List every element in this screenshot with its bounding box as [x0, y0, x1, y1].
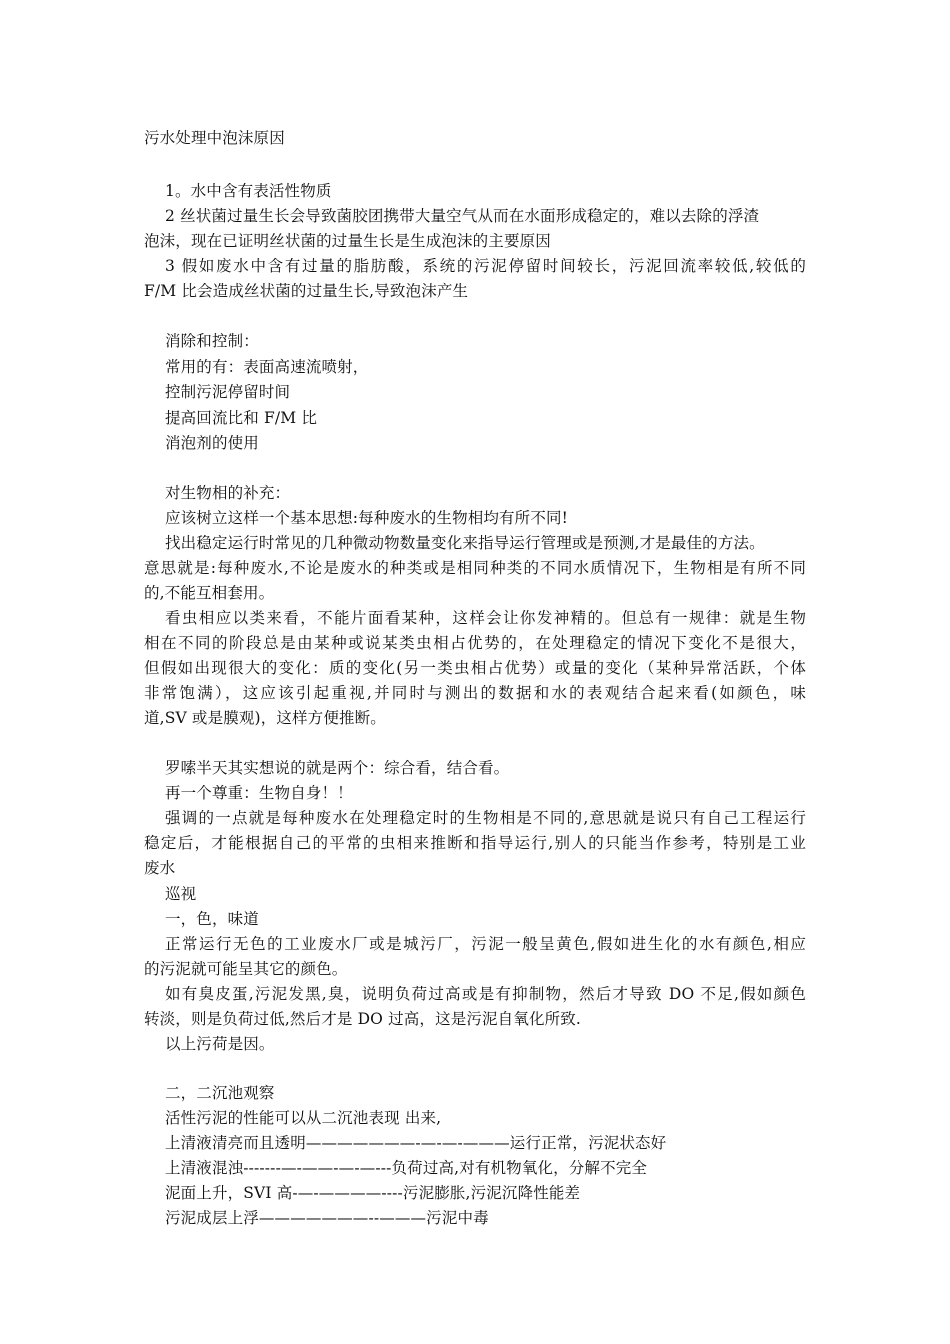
- paragraph-line: 废水: [144, 859, 176, 877]
- paragraph-line: 3 假如废水中含有过量的脂肪酸，系统的污泥停留时间较长，污泥回流率较低,较低的: [165, 257, 806, 275]
- paragraph-line: 正常运行无色的工业废水厂或是城污厂，污泥一般呈黄色,假如进生化的水有颜色,相应: [165, 935, 806, 953]
- paragraph-line: 但假如出现很大的变化：质的变化(另一类虫相占优势）或量的变化（某种异常活跃，个体: [144, 659, 806, 677]
- paragraph-line: 控制污泥停留时间: [165, 383, 291, 401]
- paragraph-line: 强调的一点就是每种废水在处理稳定时的生物相是不同的,意思就是说只有自己工程运行: [165, 809, 806, 827]
- paragraph-line: 转淡，则是负荷过低,然后才是 DO 过高，这是污泥自氧化所致.: [144, 1010, 581, 1028]
- paragraph-line: 二，二沉池观察: [165, 1084, 275, 1102]
- paragraph-line: 看虫相应以类来看，不能片面看某种，这样会让你发神精的。但总有一规律：就是生物: [165, 609, 806, 627]
- paragraph-line: 的,不能互相套用。: [144, 584, 275, 602]
- paragraph-line: 罗嗦半天其实想说的就是两个：综合看，结合看。: [165, 759, 510, 777]
- paragraph-line: 泡沫，现在已证明丝状菌的过量生长是生成泡沫的主要原因: [144, 232, 551, 250]
- paragraph-line: 活性污泥的性能可以从二沉池表现 出来,: [165, 1109, 442, 1127]
- paragraph-line: 意思就是:每种废水,不论是废水的种类或是相同种类的不同水质情况下，生物相是有所不同: [144, 559, 806, 577]
- paragraph-line: 的污泥就可能呈其它的颜色。: [144, 960, 348, 978]
- paragraph-line: 以上污荷是因。: [165, 1035, 275, 1053]
- paragraph-line: 常用的有：表面高速流喷射，: [165, 358, 369, 376]
- paragraph-line: 如有臭皮蛋,污泥发黑,臭，说明负荷过高或是有抑制物，然后才导致 DO 不足,假如颜色: [165, 985, 806, 1003]
- paragraph-line: 提高回流比和 F/M 比: [165, 409, 318, 427]
- paragraph-line: F/M 比会造成丝状菌的过量生长,导致泡沫产生: [144, 282, 469, 300]
- paragraph-line: 应该树立这样一个基本思想:每种废水的生物相均有所不同!: [165, 509, 569, 527]
- paragraph-line: 消泡剂的使用: [165, 434, 259, 452]
- paragraph-line: 稳定后，才能根据自己的平常的虫相来推断和指导运行,别人的只能当作参考，特别是工业: [144, 834, 806, 852]
- paragraph-line: 消除和控制：: [165, 332, 259, 350]
- paragraph-line: 2 丝状菌过量生长会导致菌胶团携带大量空气从而在水面形成稳定的，难以去除的浮渣: [165, 207, 760, 225]
- paragraph-line: 相在不同的阶段总是由某种或说某类虫相占优势的，在处理稳定的情况下变化不是很大，: [144, 634, 806, 652]
- paragraph-line: 巡视: [165, 885, 197, 903]
- document-title: 污水处理中泡沫原因: [144, 129, 285, 147]
- paragraph-line: 再一个尊重：生物自身！！: [165, 784, 353, 802]
- paragraph-line: 1。水中含有表活性物质: [165, 182, 332, 200]
- paragraph-line: 对生物相的补充：: [165, 484, 291, 502]
- paragraph-line: 找出稳定运行时常见的几种微动物数量变化来指导运行管理或是预测,才是最佳的方法。: [165, 534, 765, 552]
- paragraph-line: 泥面上升，SVI 高-—-————----污泥膨胀,污泥沉降性能差: [165, 1184, 581, 1202]
- paragraph-line: 上清液混浊-------—-——-—-—---负荷过高,对有机物氧化，分解不完全: [165, 1159, 648, 1177]
- paragraph-line: 污泥成层上浮———————--———污泥中毒: [165, 1209, 489, 1227]
- paragraph-line: 非常饱满），这应该引起重视,并同时与测出的数据和水的表观结合起来看(如颜色，味: [144, 684, 806, 702]
- paragraph-line: 一，色，味道: [165, 910, 259, 928]
- paragraph-line: 道,SV 或是膜观)，这样方便推断。: [144, 709, 386, 727]
- paragraph-line: 上清液清亮而且透明———————-—-—-———运行正常，污泥状态好: [165, 1134, 667, 1152]
